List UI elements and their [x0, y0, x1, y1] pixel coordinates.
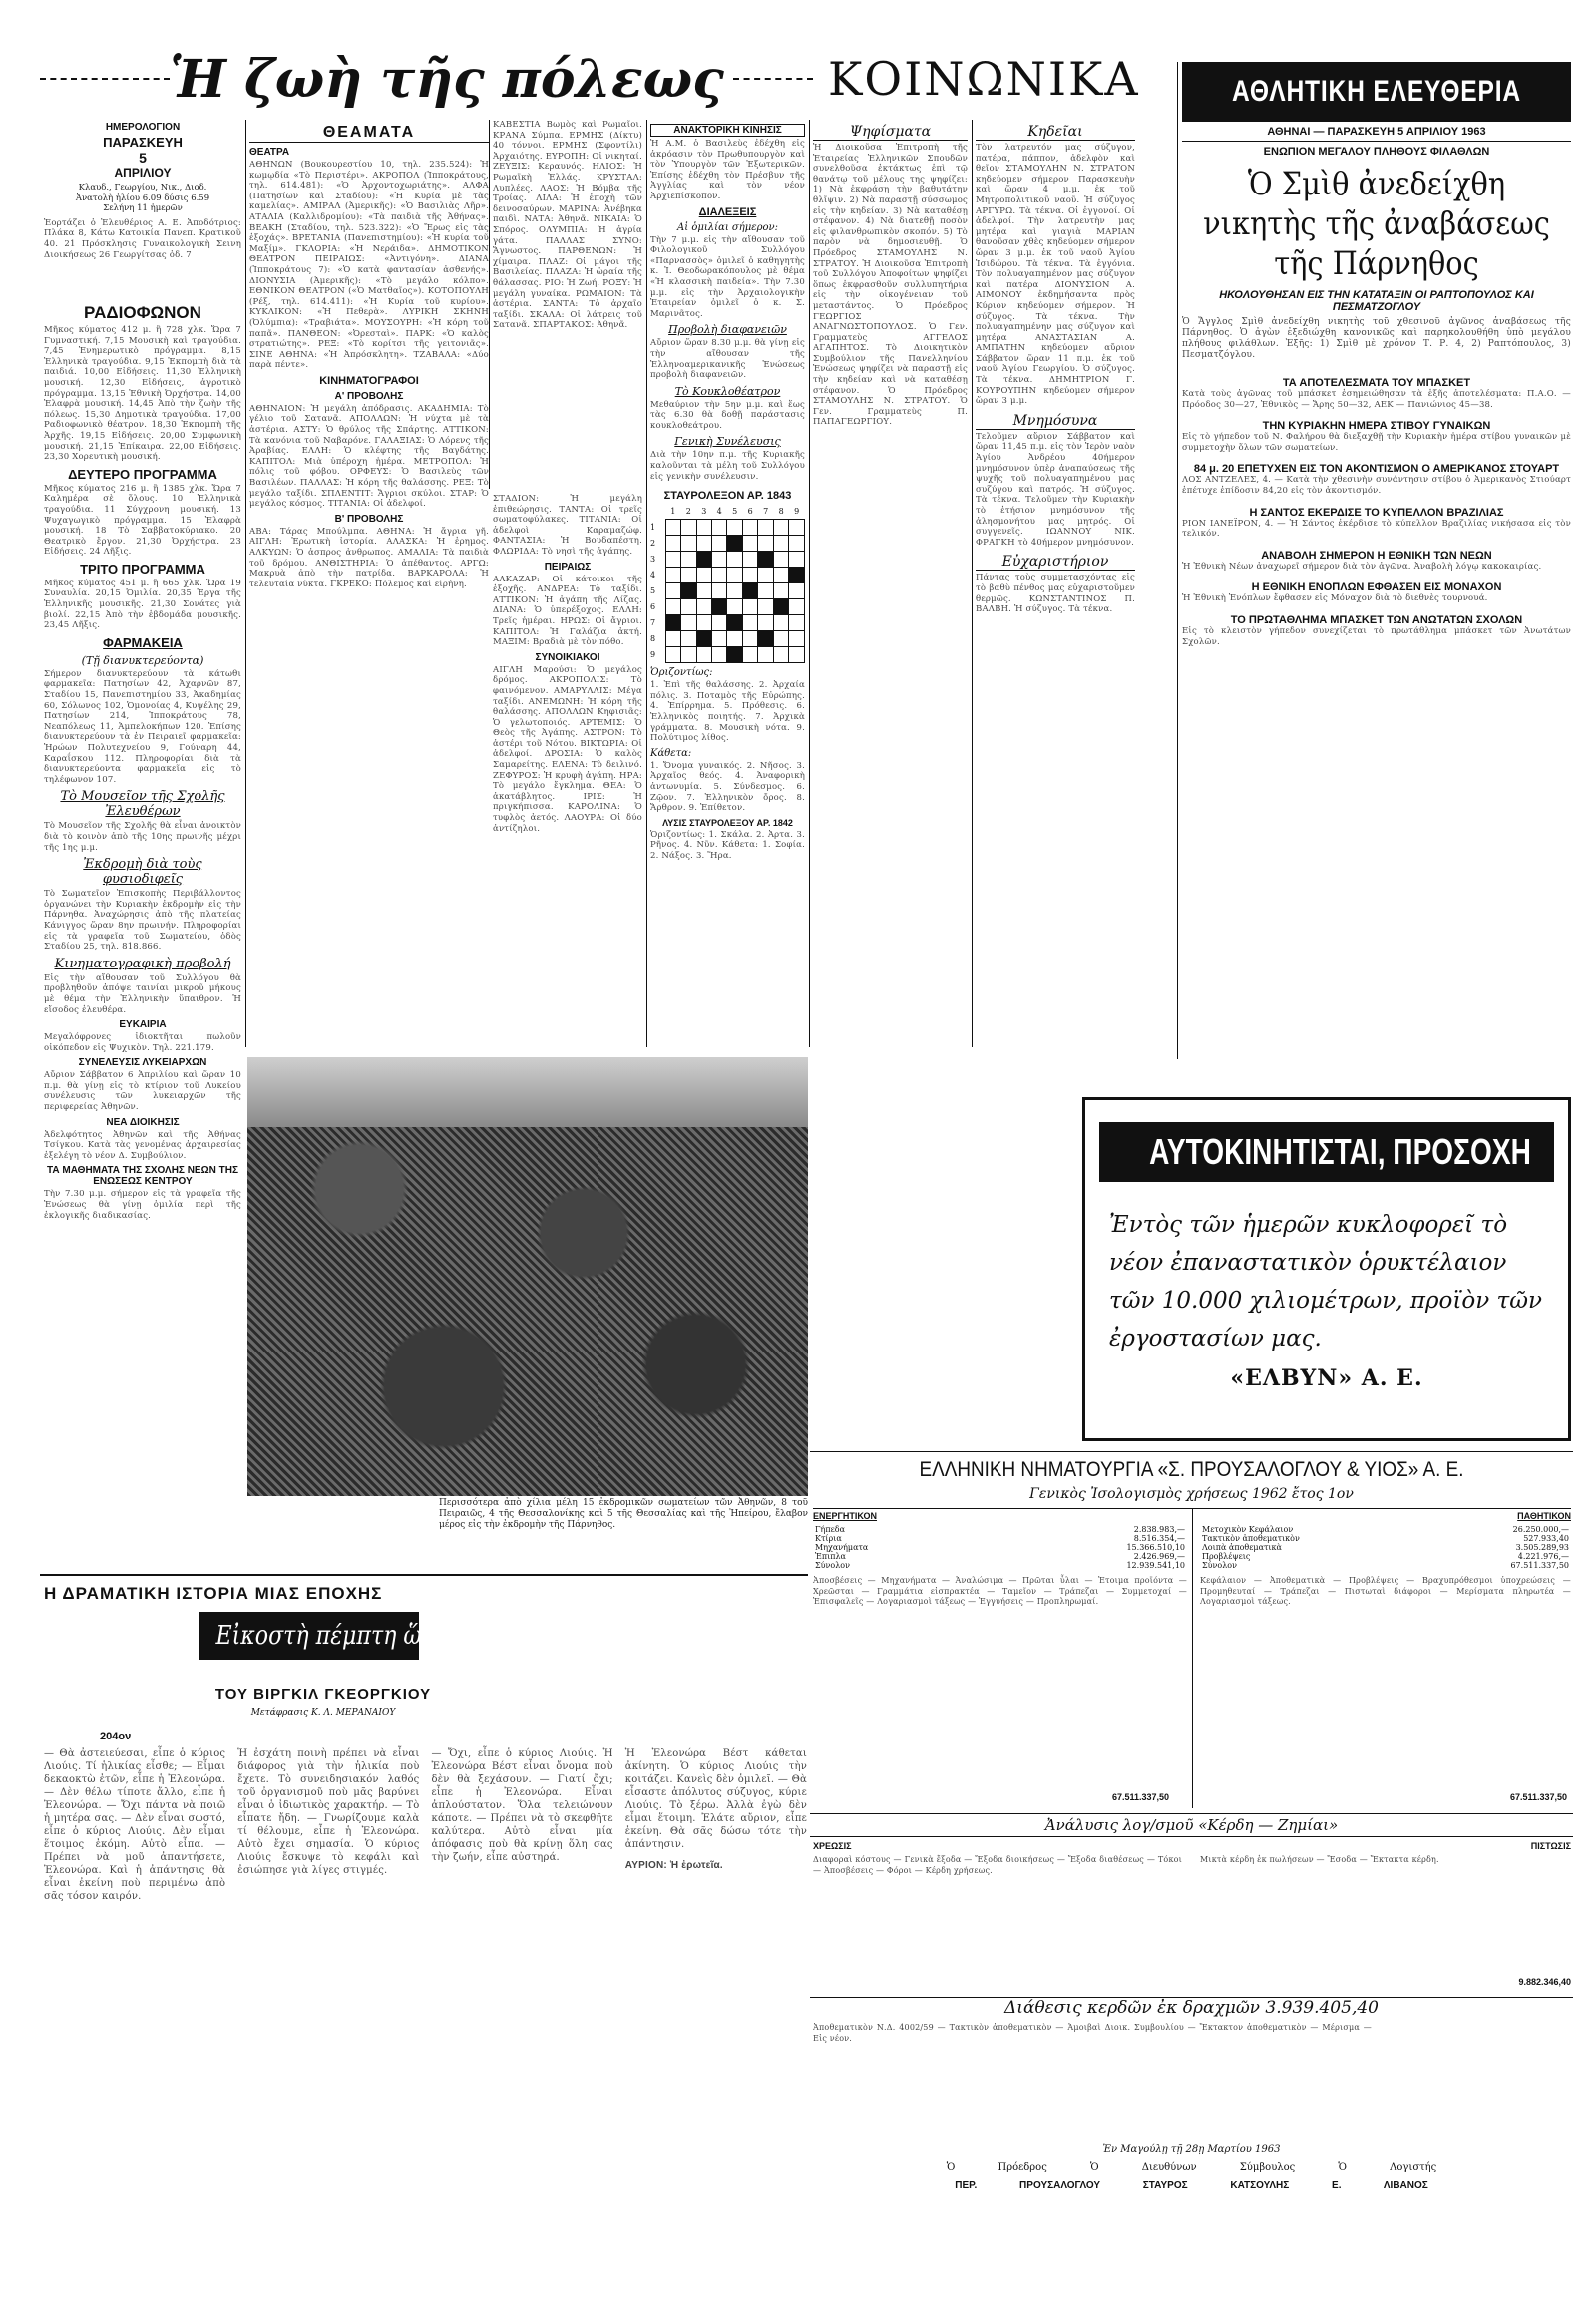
crossword-cell [742, 615, 757, 631]
crossword-cell [681, 536, 696, 552]
thanks-heading: Εὐχαριστήριον [976, 554, 1135, 571]
crossword-cell [758, 568, 773, 583]
third-program-heading: ΤΡΙΤΟ ΠΡΟΓΡΑΜΜΑ [80, 561, 205, 577]
lectures-today: Αἱ ὁμιλίαι σήμερον: [677, 221, 778, 233]
new-board-body: Ἀδελφότητος Ἀθηνῶν καὶ τῆς Ἀθήνας Τσίγκου. Κατὰ τὰς γενομένας ἀρχαιρεσίας ἐξελέγη τὸ νέον Δ. Συμβούλιον. [44, 1129, 241, 1161]
sports-story [1182, 146, 1571, 647]
crossword-cell [711, 615, 726, 631]
crossword-black-cell [665, 615, 680, 631]
third-program-body: Μῆκος κύματος 451 μ. ἢ 665 χλκ. Ὥρα 19 Συναυλία. 20,15 Ὁμιλία. 20,35 Ἐργα τῆς Ἑλληνικῆς μουσικῆς. 21,30 Σονάτες γιὰ βιολί. 22,15 Ἀπὸ τὴν ἑβδομάδα μουσικῆς. 23,45 Λῆξις. [44, 578, 241, 631]
asset-label: Γήπεδα [815, 1525, 845, 1534]
votes-heading: Ψηφίσματα [813, 124, 968, 141]
crossword-cell [773, 568, 788, 583]
excursion-heading: Ἐκδρομὴ διὰ τοὺς φυσιοδιφεῖς [83, 857, 202, 888]
crossword-cell [727, 552, 742, 568]
occasion-heading: ΕΥΚΑΙΡΙΑ [119, 1019, 167, 1031]
crossword-cell [758, 615, 773, 631]
column-divider [646, 120, 647, 1047]
pharmacies-sub: (Τῇ διανυκτερεύοντα) [81, 653, 204, 667]
calendar-box [44, 122, 241, 291]
lyceum-body: Αὔριον Σάββατον 6 Ἀπριλίου καὶ ὥραν 10 π.μ. θὰ γίνῃ εἰς τὸ κτίριον τοῦ Λυκείου συνέλευσις τῶν λυκειαρχῶν τῆς περιφερείας Ἀθηνῶν. [44, 1070, 241, 1113]
crossword-cell [696, 647, 711, 663]
asset-row [813, 1525, 1187, 1534]
lessons-body: Τὴν 7.30 μ.μ. σήμερον εἰς τὰ γραφεῖα τῆς Ἐνώσεως θὰ γίνῃ ὁμιλία περὶ τῆς ἐκλογικῆς διαδικασίας. [44, 1189, 241, 1221]
radio-heading: ΡΑΔΙΟΦΩΝΟΝ [84, 303, 201, 322]
second-program-body: Μῆκος κύματος 216 μ. ἢ 1385 χλκ. Ὥρα 7 Καλημέρα σὲ ὅλους. 10 Ἐλληνικὰ τραγούδια. 11 Σύγχρονη μουσική. 13 Ψυχαγωγικὸ πρόγραμμα. 15 Ἐλαφρὰ μουσική. 18 Τὸ Σαββατοκύριακο. 20 Θεατρικὸ ἔργον. 21,30 Ὀρχήστρα. 23 Εἰδήσεις. 24 Λῆξις. [44, 483, 241, 558]
santos-body: ΡΙΟΝ ΙΑΝΕΪΡΟΝ, 4. — Ἡ Σάντος ἐκέρδισε τὸ κύπελλον Βραζιλίας νικήσασα εἰς τὸν τελικόν. [1182, 518, 1571, 540]
crossword-cell [696, 520, 711, 536]
crossword-col-number: 5 [732, 507, 738, 517]
liabilities-detail: Κεφάλαιον — Ἀποθεματικὰ — Προβλέψεις — Βραχυπρόθεσμοι ὑποχρεώσεις — Προμηθευταί — Τράπεζαι — Πιστωταὶ διάφοροι — Μερίσματα πληρωτέα — Λογαριασμοὶ τάξεως. [1200, 1576, 1571, 1607]
liability-label: Τακτικὸν ἀποθεματικὸν [1202, 1534, 1300, 1543]
serial-title: Εἰκοστὴ πέμπτη ὥρα [215, 1621, 450, 1651]
assets-detail: Ἀποσβέσεις — Μηχανήματα — Ἀναλώσιμα — Πρῶται ὗλαι — Ἑτοιμα προϊόντα — Χρεῶσται — Γραμμάτια εἰσπρακτέα — Ταμεῖον — Τράπεζαι — Συμμετοχαί — Ἐπισφαλεῖς — Λογαριασμοὶ τάξεως — Ἐγγυήσεις — Προπληρωμαί. [813, 1576, 1187, 1607]
crossword-cell [758, 583, 773, 599]
asset-row [813, 1534, 1187, 1543]
crossword-cell [711, 583, 726, 599]
radio-body: Μῆκος κύματος 412 μ. ἢ 728 χλκ. Ὥρα 7 Γυμναστική. 7,15 Μουσικὴ καὶ τραγούδια. 7,45 Ἐνημερωτικὸ πρόγραμμα. 8,15 Ἐλληνικὰ τραγούδια. 9,15 Ἐκπομπὴ διὰ τὰ παιδιά. 10,00 Εἰδήσεις. 11,30 Ἐλληνικὴ μουσική. 12,30 Εἰδήσεις, ἀγροτικὸ πρόγραμμα. 13,15 Ἐθνικὴ Ὀρχήστρα. 14,00 Ἐλαφρὰ μουσική. 14,45 Ἀπὸ τὴν ζωὴν τῆς πόλεως. 15,30 Δημοτικὰ τραγούδια. 17,00 Ραδιοφωνικὸ θέατρον. 18,30 Ἐκπομπὴ τῆς Ἀρχῆς. 19,15 Εἰδήσεις. 20,00 Συμφωνικὴ μουσική. 21,15 Ἐπίκαιρα. 22,00 Εἰδήσεις. 23,30 Χορευτικὴ μουσική. [44, 325, 241, 463]
serial-episode: 204ον [100, 1731, 132, 1742]
theatre-listings: ΑΘΗΝΩΝ (Βουκουρεστίου 10, τηλ. 235.524): Ἡ κωμῳδία «Τὸ Περιστέρι». ΑΚΡΟΠΟΛ (Ἱπποκράτους, τηλ. 614.481): «Ὁ Ἀρχοντοχωριάτης». ΑΛΦΑ (Πατησίων καὶ Σταδίου): «Ἡ Κυρία μὲ τὰς καμελίας». ΑΜΙΡΑΛ (Ἀμερικῆς): «Ὁ Βασιλιὰς Λῆρ». ΑΤΑΛΙΑ (Καλλιδρομίου): «Τὰ παιδιὰ τῆς Ἀθήνας». ΒΕΑΚΗ (Σταδίου, τηλ. 523.322): «Ὁ Ἔρως εἰς τὰς ἐξοχάς». ΒΡΕΤΑΝΙΑ (Πανεπιστημίου): «Ἡ κυρία τοῦ Μαξίμ». ΓΚΛΟΡΙΑ: «Ἡ Νεράιδα». ΔΗΜΟΤΙΚΟΝ ΘΕΑΤΡΟΝ ΠΕΙΡΑΙΩΣ: «Ἀντιγόνη». ΔΙΑΝΑ (Ἱπποκράτους 7): «Ὁ κατὰ φαντασίαν ἀσθενής». ΔΙΟΝΥΣΙΑ (Ἀμερικῆς): «Τὸ μεγάλο κόλπο». ΕΘΝΙΚΟΝ ΘΕΑΤΡΟΝ («Ὁ Ματθαῖος»). ΚΟΤΟΠΟΥΛΗ (Ρέξ, τηλ. 614.411): «Ἡ Κυρία τοῦ κυρίου». ΚΥΚΛΙΚΟΝ: «Ἡ Πεθερὰ». ΛΥΡΙΚΗ ΣΚΗΝΗ (Ὀλύμπια): «Τραβιάτα». ΜΟΥΣΟΥΡΗ: «Ἡ κόρη τοῦ παπᾶ». ΠΑΝΘΕΟΝ: «Ὀρεσταὶ». ΠΑΡΚ: «Ὁ καλὸς στρατιώτης». ΡΕΞ: «Τὸ κορίτσι τῆς γειτονιᾶς». ΣΙΝΕ ΑΘΗΝΑ: «Ἡ Ἀπρόσκλητη». ΤΖΑΒΑΛΑ: «Δύο παρὰ πέντε». [249, 160, 489, 371]
crossword-row-number: 9 [650, 650, 656, 660]
ad-company: «ΕΛΒΥΝ» Α. Ε. [1230, 1365, 1423, 1391]
masthead-mid-rule [733, 78, 813, 80]
projection-header: Προβολὴ διαφανειῶν [668, 323, 787, 337]
crossword-cell [696, 599, 711, 615]
crossword-col-number: 7 [763, 507, 769, 517]
crossword-cell [758, 647, 773, 663]
crossword-black-cell [696, 552, 711, 568]
pnl-credit: ΠΙΣΤΩΣΙΣ [1530, 1841, 1571, 1851]
crossword-black-cell [727, 536, 742, 552]
piraeus-header: ΠΕΙΡΑΙΩΣ [544, 561, 592, 573]
balance-total-left: 67.511.337,50 [1112, 1792, 1170, 1802]
crossword-cell [711, 520, 726, 536]
crossword-col-number: 9 [794, 507, 800, 517]
crossword-cell [665, 583, 680, 599]
distribution-title: Διάθεσις κερδῶν ἐκ δραχμῶν 3.939.405,40 [810, 1997, 1573, 2018]
liability-row [1200, 1534, 1571, 1543]
crossword-row-number: 5 [650, 586, 656, 596]
assets-heading: ΕΝΕΡΓΗΤΙΚΟΝ [813, 1511, 878, 1521]
liability-label: Μετοχικὸν Κεφάλαιον [1202, 1525, 1294, 1534]
left-column [44, 299, 241, 1221]
liabilities-panel [1200, 1511, 1571, 1608]
record-heading: 84 μ. 20 ΕΠΕΤΥΧΕΝ ΕΙΣ ΤΟΝ ΑΚΟΝΤΙΣΜΟΝ Ο ΑΜΕΡΙΚΑΝΟΣ ΣΤΟΥΑΡΤ [1193, 463, 1560, 476]
higher-schools-body: Εἰς τὸ κλειστὸν γήπεδον συνεχίζεται τὸ πρωτάθλημα μπάσκετ τῶν Ἀνωτάτων Σχολῶν. [1182, 625, 1571, 647]
finance-date-line: Ἐν Μαγούλῃ τῇ 28ῃ Μαρτίου 1963 [1102, 2144, 1281, 2155]
events-listings-more: ΣΤΑΔΙΟΝ: Ἡ μεγάλη ἐπιθεώρησις. ΤΑΝΤΑ: Οἱ τρεῖς σωματοφύλακες. ΤΙΤΑΝΙΑ: Οἱ ἀδελφοὶ Καραμαζώφ. ΦΑΝΤΑΣΙΑ: Ἡ Βουδαπέστη. ΦΛΩΡΙΔΑ: Τὸ νησὶ τῆς ἀγάπης. [493, 494, 642, 557]
museum-body: Τὸ Μουσεῖον τῆς Σχολῆς θὰ εἶναι ἀνοικτὸν διὰ τὸ κοινὸν ἀπὸ τῆς 10ης πρωινῆς μέχρι τῆς 1ης μ.μ. [44, 821, 241, 853]
calendar-sun: Ἀνατολὴ ἡλίου 6.09 δύσις 6.59 [75, 193, 210, 203]
crossword-row-number: 8 [650, 634, 656, 644]
basket-fixtures-heading: ΤΑ ΑΠΟΤΕΛΕΣΜΑΤΑ ΤΟΥ ΜΠΑΣΚΕΤ [1282, 377, 1471, 389]
occasion-body: Μεγαλόφρονες ἰδιοκτῆται πωλοῦν οἰκόπεδον εἰς Ψυχικὸν. Τηλ. 221.179. [44, 1032, 241, 1053]
crossword-cell [773, 552, 788, 568]
crossword-grid [650, 504, 805, 663]
crossword-cell [711, 552, 726, 568]
asset-amount: 2.426.969,— [1133, 1552, 1185, 1561]
crossword-cell [727, 583, 742, 599]
liabilities-table [1200, 1525, 1571, 1570]
liabilities-heading: ΠΑΘΗΤΙΚΟΝ [1517, 1511, 1571, 1521]
sports-deck: ΗΚΟΛΟΥΘΗΣΑΝ ΕΙΣ ΤΗΝ ΚΑΤΑΤΑΞΙΝ ΟΙ ΡΑΠΤΟΠΟΥΛΟΣ ΚΑΙ ΠΕΣΜΑΤΖΟΓΛΟΥ [1219, 289, 1534, 313]
crossword-cell [696, 536, 711, 552]
lectures-header: ΔΙΑΛΕΞΕΙΣ [698, 205, 757, 218]
crossword-cell [665, 536, 680, 552]
first-run-listings: ΑΘΗΝΑΙΟΝ: Ἡ μεγάλη ἀπόδρασις. ΑΚΑΔΗΜΙΑ: Τὸ γέλιο τοῦ Σατανᾶ. ΑΠΟΛΛΩΝ: Ἡ νύχτα μὲ τὰ ἀστέρια. ΑΣΤΥ: Ὁ θρύλος τῆς Σπάρτης. ΑΤΤΙΚΟΝ: Τὰ κανόνια τοῦ Ναβαρόνε. ΓΑΛΑΞΙΑΣ: Ὁ Λόρενς τῆς Ἀραβίας. ΕΛΛΗ: Ὁ κλέφτης τῆς Βαγδάτης. ΚΑΠΙΤΟΛ: Μιὰ ὑπέροχη ἡμέρα. ΜΕΤΡΟΠΟΛ: Ἡ πόλις τοῦ φόβου. ΟΡΦΕΥΣ: Ὁ Βασιλεὺς τῶν Βασιλέων. ΠΑΛΛΑΣ: Ἡ κόρη τῆς θαλάσσης. ΡΕΞ: Τὸ μεγάλο ταξίδι. ΣΠΛΕΝΤΙΤ: Ἄγριοι σκύλοι. ΣΤΑΡ: Ὁ μεγάλος κόσμος. ΤΙΤΑΝΙΑ: Οἱ ἀδελφοί. [249, 403, 489, 510]
crossword-row-number: 3 [650, 555, 656, 565]
crossword-cell [789, 599, 805, 615]
women-day-heading: ΤΗΝ ΚΥΡΙΑΚΗΝ ΗΜΕΡΑ ΣΤΙΒΟΥ ΓΥΝΑΙΚΩΝ [1262, 420, 1491, 433]
pnl-credit-detail: Μικτὰ κέρδη ἐκ πωλήσεων — Ἔσοδα — Ἔκτακτα κέρδη. [1200, 1855, 1439, 1864]
crossword-cell [742, 520, 757, 536]
crossword-cell [789, 615, 805, 631]
liability-label: Λοιπὰ ἀποθεματικὰ [1202, 1543, 1282, 1552]
ad-headline-bar [1099, 1122, 1554, 1182]
calendar-moon: Σελήνη 11 ἡμερῶν [103, 203, 183, 214]
funerals-heading: Κηδεῖαι [976, 124, 1135, 141]
serial-author: ΤΟΥ ΒΙΡΓΚΙΛ ΓΚΕΟΡΓΚΙΟΥ [214, 1686, 432, 1703]
balance-total-right: 67.511.337,50 [1509, 1792, 1567, 1802]
column-divider [809, 120, 810, 1047]
calendar-note: Ἑορτάζει ὁ Ἐλευθέριος Α. Ε. Ἀποδότριος: Πλάκα 8, Κάτω Κατοικία Πανεπ. Κρατικοῦ 40. 21 Πρόσκλησις Γυναικολογικὴ Σεινη Διοικήσεως 26 Γεωργίτσας ὁδ. 7 [44, 217, 241, 260]
crossword-cell [789, 520, 805, 536]
crossword-solution-title: ΛΥΣΙΣ ΣΤΑΥΡΟΛΕΞΟΥ ΑΡ. 1842 [662, 817, 793, 828]
theatre-subheader: ΘΕΑΤΡΑ [249, 147, 290, 158]
serial-col-2: Ἡ ἐσχάτη ποινὴ πρέπει νὰ εἶναι διάφορος γιὰ τὴν ἡλικία ποὺ ἔχετε. Τὸ συνειδησιακόν λαθός τοῦ ὀργανισμοῦ ποὺ μᾶς βαρύνει εἶναι ὁ ἰδιωτικὸς χαρακτήρ. — Τὸ εἶπατε ἤδη. — Γνωρίζουμε καλὰ τί θέλουμε, εἶπε ἡ Ἐλεονώρα. Αὐτὸ ἔχει σημασία. Ὁ κύριος Λιούις ἔσκυψε τὸ κεφάλι καὶ ἐσιώπησε γιὰ λίγες στιγμές. [237, 1748, 420, 1876]
liability-label: Σύνολον [1202, 1561, 1237, 1570]
cinema-projection-body: Εἰς τὴν αἴθουσαν τοῦ Συλλόγου θὰ προβληθοῦν ἀπόψε ταινίαι μικροῦ μήκους μὲ θέμα τὴν Ἑλληνικὴν ὕπαιθρον. Ἡ εἴσοδος ἐλευθέρα. [44, 972, 241, 1015]
events-column-b [493, 494, 642, 834]
crossword-black-cell [727, 615, 742, 631]
asset-amount: 8.516.354,— [1133, 1534, 1185, 1543]
liability-amount: 26.250.000,— [1512, 1525, 1569, 1534]
puppet-body: Μεθαύριον τὴν 5ην μ.μ. καὶ ἕως τὰς 6.30 θὰ δοθῇ παράστασις κουκλοθεάτρου. [650, 399, 805, 431]
crossword-col-number: 4 [716, 507, 722, 517]
crossword-cell [789, 552, 805, 568]
asset-label: Ἐπιπλα [815, 1552, 846, 1561]
calendar-date: 5 [139, 150, 147, 166]
serial-col-3: — Ὄχι, εἶπε ὁ κύριος Λιούις. Ἡ Ἐλεονώρα Βέστ εἶναι ὄνομα ποὺ δὲν θὰ ξεχάσουν. — Γιατί ὄχι; εἶπε ἡ Ἐλεονώρα. Εἶναι ἀπλούστατον. Ὅλα τελειώνουν κάποτε. — Πρέπει νὰ τὸ σκεφθῆτε καλύτερα. Αὐτὸ εἶναι μία ἀπόφασις ποὺ θὰ κρίνῃ ὅλη σας τὴν ζωήν, εἶπε αὐστηρά. [431, 1748, 613, 1863]
second-run-listings: ΑΒΑ: Τάρας Μπούλμπα. ΑΘΗΝΑ: Ἡ ἄγρια γῆ. ΑΙΓΛΗ: Ἐρωτικὴ ἱστορία. ΑΛΑΣΚΑ: Ἡ ἐρημος. ΑΛΚΥΩΝ: Ὁ ἀσπρος ἀνθρωπος. ΑΜΑΛΙΑ: Τὰ παιδιὰ τοῦ δρόμου. ΑΝΘΙΣΤΗΡΙΑ: Ὁ ἀπέθαντος. ΑΡΓΩ: Μακρυὰ ἀπὸ τὴν πατρίδα. ΒΑΡΚΑΡΟΛΑ: Ἡ τελευταία νύκτα. ΓΚΡΕΚΟ: Πόλεμος καὶ εἰρήνη. [249, 526, 489, 589]
crossword-cell [789, 536, 805, 552]
crossword-black-cell [742, 583, 757, 599]
crossword-cell [773, 615, 788, 631]
masthead-left-rule [40, 78, 170, 80]
cinema-projection-heading: Κινηματογραφικὴ προβολή [54, 956, 231, 971]
postponed-heading: ΑΝΑΒΟΛΗ ΣΗΜΕΡΟΝ Η ΕΘΝΙΚΗ ΤΩΝ ΝΕΩΝ [1261, 549, 1492, 562]
crossword-cell [681, 568, 696, 583]
second-run-header: Β' ΠΡΟΒΟΛΗΣ [334, 513, 404, 525]
serial-next: ΑΥΡΙΟΝ: Ἡ ἐρωτεῖα. [624, 1860, 723, 1871]
assembly-body: Διὰ τὴν 10ην π.μ. τῆς Κυριακῆς καλοῦνται τὰ μέλη τοῦ Συλλόγου εἰς γενικὴν συνέλευσιν. [650, 450, 805, 482]
ad-body: Ἐντὸς τῶν ἡμερῶν κυκλοφορεῖ τὸ νέον ἐπαναστατικὸν ὁρυκτέλαιον τῶν 10.000 χιλιομέτρων, προϊὸν τῶν ἐργοστασίων μας. [1109, 1212, 1542, 1352]
crossword-cell [773, 631, 788, 647]
crossword-title: ΣΤΑΥΡΟΛΕΞΟΝ ΑΡ. 1843 [663, 490, 792, 503]
excursion-body: Τὸ Σωματεῖον Ἐπισκοπὴς Περιβάλλοντος ὀργανώνει τὴν Κυριακὴν ἐκδρομὴν εἰς τὴν Πάρνηθα. Ἀναχώρησις ἀπὸ τῆς πλατείας Κάνιγγος ὥραν 8ην πρωινήν. Πληροφορίαι εἰς τὰ γραφεῖα τοῦ Σωματείου, ὁδὸς Σταδίου 25, τηλ. 818.866. [44, 889, 241, 953]
crossword-black-cell [681, 583, 696, 599]
asset-row [813, 1543, 1187, 1552]
crossword-cell [681, 631, 696, 647]
balance-sheet [813, 1508, 1571, 1808]
finance-signatories: Ὁ Πρόεδρος Ὁ Διευθύνων Σύμβουλος Ὁ Λογιστής [946, 2162, 1437, 2173]
palace-body: Ἡ Α.Μ. ὁ Βασιλεὺς ἐδέχθη εἰς ἀκρόασιν τὸν Πρωθυπουργὸν καὶ τὸν Ὑπουργὸν τῶν Ἐξωτερικῶν. Ἐπίσης ἐδέχθη τὸν Πρέσβυν τῆς Ἀγγλίας καὶ τὸν νέον Ἀρχιεπίσκοπον. [650, 139, 805, 201]
ad-headline: ΑΥΤΟΚΙΝΗΤΙΣΤΑΙ, ΠΡΟΣΟΧΗ [1149, 1131, 1531, 1172]
crossword-vertical-clues: 1. Ὄνομα γυναικός. 2. Νῆσος. 3. Ἀρχαῖος θεός. 4. Ἀναφορικὴ ἀντωνυμία. 5. Σύνδεσμος. 6. Ζῷον. 7. Ἑλληνικὸν ὄρος. 8. Ἄρθρον. 9. Ἐπίθετον. [650, 760, 805, 814]
lessons-heading: ΤΑ ΜΑΘΗΜΑΤΑ ΤΗΣ ΣΧΟΛΗΣ ΝΕΩΝ ΤΗΣ ΕΝΩΣΕΩΣ ΚΕΝΤΡΟΥ [47, 1165, 238, 1188]
crossword-cell [727, 631, 742, 647]
crossword-col-number: 1 [670, 507, 676, 517]
sports-story-body: Ὁ Ἄγγλος Σμὶθ ἀνεδείχθη νικητὴς τοῦ χθεσινοῦ ἀγῶνος ἀναβάσεως τῆς Πάρνηθος. Ὁ ἀγὼν ἐξεδιώχθη κανονικῶς καὶ παρηκολουθήθη ὑπὸ μεγάλου πλήθους φιλάθλων. Ἐξῆς: 1) Σμὶθ μὲ χρόνον Τ. Ρ. 4, 2) Ραπτόπουλος, 3) Πεσματζόγλου. [1182, 317, 1571, 360]
crossword-cell [789, 631, 805, 647]
record-body: ΛΟΣ ΑΝΤΖΕΛΕΣ, 4. — Κατὰ τὴν χθεσινὴν συνάντησιν στίβου ὁ Ἀμερικανὸς Στιούαρτ ἐπέτυχε ἐπίδοσιν 84,20 εἰς τὸν ἀκοντισμόν. [1182, 475, 1571, 496]
crossword-black-cell [696, 631, 711, 647]
crossword-row-number: 6 [650, 602, 656, 612]
crossword-cell [681, 520, 696, 536]
finance-names: ΠΕΡ. ΠΡΟΥΣΑΛΟΓΛΟΥ ΣΤΑΥΡΟΣ ΚΑΤΣΟΥΛΗΣ Ε. ΛΙΒΑΝΟΣ [955, 2180, 1428, 2191]
crossword-cell [681, 615, 696, 631]
calendar-saints: Κλαυδ., Γεωργίου, Νικ., Διοδ. [78, 183, 207, 193]
crossword-black-cell [758, 552, 773, 568]
calendar-label: ΗΜΕΡΟΛΟΓΙΟΝ [105, 122, 181, 133]
crossword-cell [681, 599, 696, 615]
serial-col-4: Ἡ Ἐλεονώρα Βέστ κάθεται ἀκίνητη. Ὁ κύριος Λιούις τὴν κοιτάζει. Κανεὶς δὲν ὁμιλεῖ. — Θὰ εἶσαστε ἀπόλυτος σύζυγος, κύριε Λιούις. Τὸ ξέρω. Ἀλλὰ ἐγὼ δὲν εἶμαι ἕτοιμη. Ἐλάτε αὔριον, εἶπε ἐκείνη. Θὰ σᾶς δώσω τότε τὴν ἀπάντησιν. ΑΥΡΙΟΝ: Ἡ ἐρωτεῖα. [624, 1748, 807, 1871]
crossword-black-cell [727, 647, 742, 663]
crossword-col-number: 8 [778, 507, 784, 517]
higher-schools-heading: ΤΟ ΠΡΩΤΑΘΛΗΜΑ ΜΠΑΣΚΕΤ ΤΩΝ ΑΝΩΤΑΤΩΝ ΣΧΟΛΩΝ [1230, 613, 1523, 626]
asset-label: Σύνολον [815, 1561, 850, 1570]
crossword-row-number: 4 [650, 571, 656, 580]
crossword-cell [696, 568, 711, 583]
assets-panel [813, 1511, 1187, 1608]
crossword-horizontal-label: Ὁριζοντίως: [650, 667, 713, 679]
crossword-cell [773, 647, 788, 663]
liability-amount: 527.933,40 [1523, 1534, 1569, 1543]
liability-label: Προβλέψεις [1202, 1552, 1251, 1561]
asset-amount: 15.366.510,10 [1126, 1543, 1185, 1552]
serial-kicker: Η ΔΡΑΜΑΤΙΚΗ ΙΣΤΟΡΙΑ ΜΙΑΣ ΕΠΟΧΗΣ [44, 1584, 383, 1603]
crossword-vertical-label: Κάθετα: [650, 747, 692, 759]
crossword-col-number: 2 [685, 507, 691, 517]
finance-subtitle: Γενικὸς Ἰσολογισμὸς χρήσεως 1962 ἔτος 1ον [1029, 1486, 1354, 1502]
lyceum-heading: ΣΥΝΕΛΕΥΣΙΣ ΛΥΚΕΙΑΡΧΩΝ [78, 1057, 207, 1069]
sports-headline: Ὁ Σμὶθ ἀνεδείχθη νικητὴς τῆς ἀναβάσεως τῆς Πάρνηθος [1203, 165, 1550, 282]
crossword-cell [665, 599, 680, 615]
calendar-month: ΑΠΡΙΛΙΟΥ [114, 166, 172, 180]
crossword-cell [758, 520, 773, 536]
social-column-a [813, 120, 968, 428]
announcements-column [650, 120, 805, 862]
votes-body: Ἡ Διοικοῦσα Ἐπιτροπὴ τῆς Ἑταιρείας Ἑλληνικῶν Σπουδῶν συνελθοῦσα ἐκτάκτως ἐπὶ τῷ θανάτῳ τοῦ μέλους της ψηφίζει: 1) Νὰ ἐκφράσῃ τὴν βαθυτάτην θλῖψιν. 2) Νὰ παραστῇ σύσσωμος εἰς τὴν κηδείαν. 3) Νὰ καταθέσῃ στέφανον. 4) Νὰ διατεθῇ ποσὸν εἰς φιλανθρωπικὸν σκοπόν. 5) Τὸ παρὸν νὰ δημοσιευθῇ. Ὁ Πρόεδρος ΣΤΑΜΟΥΛΗΣ Ν. ΣΤΡΑΤΟΥ. Ἡ Διοικοῦσα Ἐπιτροπὴ τοῦ Συλλόγου Ἀποφοίτων ψηφίζει ὅπως ἐκφρασθοῦν συλλυπητήρια εἰς τὴν οἰκογένειαν τοῦ μεταστάντος. Ὁ Πρόεδρος ΓΕΩΡΓΙΟΣ ΑΝΑΓΝΩΣΤΟΠΟΥΛΟΣ. Ὁ Γεν. Γραμματεὺς ΑΓΓΕΛΟΣ ΑΓΑΠΗΤΟΣ. Τὸ Διοικητικὸν Συμβούλιον τῆς Πανελληνίου Ἑνώσεως ψηφίζει νὰ παραστῇ εἰς τὴν κηδείαν καὶ νὰ καταθέσῃ στέφανον. Ὁ Πρόεδρος ΣΤΑΜΟΥΛΗΣ Ν. ΣΤΡΑΤΟΥ. Ὁ Γεν. Γραμματεὺς Π. ΠΑΠΑΓΕΩΡΓΙΟΥ. [813, 143, 968, 428]
column-divider [972, 120, 973, 1047]
calendar-day: ΠΑΡΑΣΚΕΥΗ [103, 135, 183, 150]
crossword-solution: Ὁριζοντίως: 1. Σκάλα. 2. Ἀρτα. 3. Ρῆνος. 4. Νῦν. Κάθετα: 1. Σοφία. 2. Νάξος. 3. Ἥρα. [650, 829, 805, 861]
section-title-city-life: Ἡ ζωὴ τῆς πόλεως [170, 49, 724, 110]
crossword-cell [665, 647, 680, 663]
crossword-horizontal-clues: 1. Ἐπὶ τῆς θαλάσσης. 2. Ἀρχαία πόλις. 3. Ποταμὸς τῆς Εὐρώπης. 4. Ἐπίρρημα. 5. Πρόθεσις. 6. Ἑλληνικὸς ποιητής. 7. Ἀρχικὰ γράμματα. 8. Μουσικὴ νότα. 9. Πολύτιμος λίθος. [650, 680, 805, 744]
serial-col-1: — Θὰ ἀστειεύεσαι, εἶπε ὁ κύριος Λιούις. Τί ἡλικίας εἶσθε; — Εἶμαι δεκαοκτὼ ἐτῶν, εἶπε ἡ Ἐλεονώρα. — Δὲν θέλω τίποτε ἄλλο, εἶπε ἡ Ἐλεονώρα. — Ὄχι πάντα νὰ ποιῶ ἡ μητέρα σας. — Δὲν εἶναι σωστό, εἶπε ὁ κύριος Λιούις. Δὲν εἶμαι ἕτοιμος ἐκόμη. Αὐτὸ εἶπα. — Πρέπει νὰ μοῦ ἀπαντήσετε, Ἐλεονώρα. Καὶ ἡ ἀπάντησις θὰ εἶναι ἐκείνη ποὺ περιμένω ἀπὸ σᾶς τόσον καιρόν. [44, 1748, 226, 1902]
projection-body: Αὔριον ὥραν 8.30 μ.μ. θὰ γίνῃ εἰς τὴν αἴθουσαν τῆς Ἑλληνοαμερικανικῆς Ἑνώσεως προβολὴ διαφανειῶν. [650, 338, 805, 381]
crossword-cell [665, 631, 680, 647]
piraeus-listings: ΑΛΚΑΖΑΡ: Οἱ κάτοικοι τῆς ἐξοχῆς. ΑΝΔΡΕΑ: Τὸ ταξίδι. ΑΤΤΙΚΟΝ: Ἡ ἀγάπη τῆς Λίζας. ΔΙΑΝΑ: Ὁ ὑπερέξοχος. ΕΛΛΗ: Τρεῖς ἡμέραι. ΗΡΩΣ: Οἱ ἄγριοι. ΚΑΠΙΤΟΛ: Ἡ Γαλάζια ἀκτή. ΜΑΞΙΜ: Βραδιὰ μὲ τὸν πόθο. [493, 574, 642, 648]
balance-divider [1192, 1509, 1193, 1808]
assets-table [813, 1525, 1187, 1570]
excursion-photo [247, 1057, 808, 1496]
asset-label: Μηχανήματα [815, 1543, 869, 1552]
puppet-header: Τὸ Κουκλοθέατρον [674, 384, 781, 398]
crossword-cell [773, 583, 788, 599]
crossword-cell [727, 568, 742, 583]
events-listings: ΚΑΒΕΣΤΙΑ Βωμὸς καὶ Ρωμαῖοι. ΚΡΑΝΑ Σύμπα. ΕΡΜΗΣ (Δίκτυ) 40 τόννοι. ΕΡΜΗΣ (Σφοντίλι) Ἀρχαιότης. ΕΥΡΟΠΗ: Οἱ νικηταί. ΖΕΥΞΙΣ: Κεραυνός. ΗΛΙΟΣ: Ἡ Ρωμαϊκὴ Ἑλλάς. ΚΡΥΣΤΑΛ: Λυπλέες. ΛΑΟΣ: Ἡ Βόμβα τῆς Τροίας. ΛΙΛΑ: Ἡ ἐποχὴ τῶν δεινοσαύρων. ΜΑΡΙΝΑ: Ἀνέβηκα παιδὶ. ΝΑΤΑ: Ἀθηνᾶ. ΝΙΚΑΙΑ: Ὁ Σπόρος. ΟΛΥΜΠΙΑ: Ἡ ἀγρία γάτα. ΠΑΛΛΑΣ ΣΥΝΟ: Ἄγνωστος. ΠΑΡΘΕΝΩΝ: Ἡ χίμαιρα. ΠΛΑΖ: Οἱ μάγοι τῆς Βασιλείας. ΠΛΑΖΑ: Ἡ ὡραία τῆς θάλασσας. ΡΙΟ: Ἡ Ζωή. ΡΟΞΥ: Ἡ μεγάλη γυναίκα. ΡΩΜΑΙΟΝ: Τὰ ἀστέρια. ΣΑΝΤΑ: Τὸ ἀρχαῖο ταξίδι. ΣΚΑΛΑ: Οἱ λάτρεις τοῦ Σατανᾶ. ΣΠΑΡΤΑΚΟΣ: Ἀθηνᾶ. [493, 120, 642, 331]
liability-amount: 3.505.289,93 [1515, 1543, 1569, 1552]
theatre-column [249, 120, 489, 589]
asset-label: Κτίρια [815, 1534, 842, 1543]
crossword-cell [681, 552, 696, 568]
finance-company: ΕΛΛΗΝΙΚΗ ΝΗΜΑΤΟΥΡΓΙΑ «Σ. ΠΡΟΥΣΑΛΟΓΛΟΥ & ΥΙΟΣ» Α. Ε. [919, 1458, 1464, 1481]
crossword-cell [742, 599, 757, 615]
liability-row [1200, 1543, 1571, 1552]
section-rule [40, 1574, 808, 1576]
crossword-cell [742, 568, 757, 583]
crossword-cell [696, 615, 711, 631]
crossword-cell [665, 568, 680, 583]
crossword-cell [773, 536, 788, 552]
serial-translator: Μετάφρασις Κ. Λ. ΜΕΡΑΝΑΙΟΥ [250, 1708, 396, 1718]
lectures-body: Τὴν 7 μ.μ. εἰς τὴν αἴθουσαν τοῦ Φιλολογικοῦ Συλλόγου «Παρνασσὸς» ὁμιλεῖ ὁ καθηγητὴς κ. Ἰ. Θεοδωρακόπουλος μὲ θέμα «Ἡ κλασσικὴ παιδεία». Τὴν 7.30 μ.μ. εἰς τὴν Ἀρχαιολογικὴν Ἑταιρείαν ὁμιλεῖ ὁ κ. Σ. Μαρινᾶτος. [650, 234, 805, 319]
crossword-black-cell [789, 568, 805, 583]
pnl-total: 9.882.346,40 [1518, 1977, 1571, 1987]
crossword-cell [711, 536, 726, 552]
museum-heading: Τὸ Μουσεῖον τῆς Σχολῆς Ἐλευθέρων [60, 789, 225, 820]
crossword-col-number: 6 [747, 507, 753, 517]
crossword-cell [742, 552, 757, 568]
serial-title-bar [200, 1612, 450, 1660]
sports-dateline: ΑΘΗΝΑΙ — ΠΑΡΑΣΚΕΥΗ 5 ΑΠΡΙΛΙΟΥ 1963 [1182, 126, 1571, 142]
liability-row [1200, 1552, 1571, 1561]
crossword-cell [773, 520, 788, 536]
new-board-heading: ΝΕΑ ΔΙΟΙΚΗΣΙΣ [106, 1116, 180, 1128]
column-divider [1177, 62, 1178, 1059]
postponed-body: Ἡ Ἐθνικὴ Νέων ἀναχωρεῖ σήμερον διὰ τὸν ἀγῶνα. Ἀναβολὴ λόγῳ κακοκαιρίας. [1182, 561, 1542, 572]
column-divider [489, 120, 490, 489]
suburban-header: ΣΥΝΟΙΚΙΑΚΟΙ [535, 651, 600, 663]
crossword-cell [789, 583, 805, 599]
theatre-header: ΘΕΑΜΑΤΑ [249, 124, 489, 143]
funerals-body: Τὸν λατρευτόν μας σύζυγον, πατέρα, πάππον, ἀδελφὸν καὶ θεῖον ΣΤΑΜΟΥΛΗΝ Ν. ΣΤΡΑΤΟΝ κηδεύομεν σήμερον Παρασκευὴν καὶ ὥραν 4 μ.μ. ἐκ τοῦ Μητροπολιτικοῦ ναοῦ. Ἡ σύζυγος ΑΡΓΥΡΩ. Τὰ τέκνα. Οἱ ἐγγονοί. Οἱ ἀδελφοί. Τὴν λατρευτὴν μας μητέρα καὶ γιαγιὰ ΜΑΡΙΑΝ θανοῦσαν χθὲς κηδεύομεν σήμερον ὥραν 3 μ.μ. ἐκ τοῦ ναοῦ Ἁγίου Ἰσιδώρου. Τὰ τέκνα. Τὰ ἐγγόνια. Τὸν πολυαγαπημένον μας σύζυγον καὶ πατέρα ΔΙΟΝΥΣΙΟΝ Α. ΑΙΜΟΝΟΥ ἐκδημήσαντα πρὸς Κύριον κηδεύομεν σήμερον. Ἡ σύζυγος. Τὰ τέκνα. Τὴν πολυαγαπημένην μας σύζυγον καὶ μητέρα ΑΝΑΣΤΑΣΙΑΝ Α. ΑΜΠΑΤΗΝ κηδεύομεν αὔριον Σάββατον ὥραν 11 π.μ. ἐκ τοῦ ναοῦ Ἁγίου Γεωργίου. Ὁ σύζυγος. Τὰ τέκνα. ΔΗΜΗΤΡΙΟΝ Γ. ΚΟΥΡΟΥΠΗΝ κηδεύομεν σήμερον ὥραν 3 μ.μ. [976, 143, 1135, 407]
liability-row [1200, 1561, 1571, 1570]
liability-amount: 4.221.976,— [1517, 1552, 1569, 1561]
crossword-col-number: 3 [701, 507, 707, 517]
crossword-cell [742, 647, 757, 663]
santos-heading: Η ΣΑΝΤΟΣ ΕΚΕΡΔΙΣΕ ΤΟ ΚΥΠΕΛΛΟΝ ΒΡΑΖΙΛΙΑΣ [1249, 506, 1504, 519]
crossword-cell [711, 568, 726, 583]
crossword-cell [711, 647, 726, 663]
crossword-cell [681, 647, 696, 663]
photo-sky [247, 1057, 808, 1127]
crossword-cell [665, 552, 680, 568]
social-column-b [976, 120, 1135, 615]
crossword-black-cell [758, 631, 773, 647]
serial-body [44, 1747, 807, 2306]
liability-amount: 67.511.337,50 [1510, 1561, 1569, 1570]
sports-masthead [1182, 62, 1571, 122]
section-rule [810, 1451, 1573, 1452]
column-divider [245, 120, 246, 1047]
thanks-body: Πάντας τοὺς συμμετασχόντας εἰς τὸ βαθὺ πένθος μας εὐχαριστοῦμεν θερμῶς. ΚΩΝΣΤΑΝΤΙΝΟΣ Π. ΒΑΛΒΗ. Ἡ σύζυγος. Τὰ τέκνα. [976, 573, 1135, 615]
asset-amount: 12.939.541,10 [1126, 1561, 1185, 1570]
crossword-cell [742, 631, 757, 647]
crossword-cell [742, 536, 757, 552]
memorials-body: Τελοῦμεν αὔριον Σάββατον καὶ ὥραν 11,45 π.μ. εἰς τὸν Ἱερὸν ναὸν Ἁγίου Ἀνδρέου 40ήμερον μνημόσυνον ὑπὲρ ἀναπαύσεως τῆς ψυχῆς τοῦ πολυαγαπημένου μας συζύγου καὶ πατρός. Ἡ σύζυγος. Τὰ τέκνα. Τελοῦμεν τὴν Κυριακὴν τὸ ἐτήσιον μνημόσυνον τῆς ἀλησμονήτου μας μητρός. Οἱ συγγενεῖς. ΙΩΑΝΝΟΥ ΝΙΚ. ΦΡΑΓΚΗ τὸ 40ήμερον μνημόσυνον. [976, 431, 1135, 548]
pnl-debit-detail: Διαφοραὶ κόστους — Γενικὰ ἔξοδα — Ἔξοδα διοικήσεως — Ἔξοδα διαθέσεως — Τόκοι — Ἀποσβέσεις — Φόροι — Κέρδη χρήσεως. [813, 1855, 1182, 1875]
crossword-cell [665, 520, 680, 536]
section-title-social: ΚΟΙΝΩΝΙΚΑ [828, 52, 1140, 106]
pnl-section [813, 1841, 1571, 1991]
pnl-title: Ἀνάλυσις λογ/σμοῦ «Κέρδη — Ζημίαι» [810, 1813, 1573, 1837]
crossword-cell [789, 647, 805, 663]
asset-row [813, 1552, 1187, 1561]
liability-row [1200, 1525, 1571, 1534]
sports-story-pre: ΕΝΩΠΙΟΝ ΜΕΓΑΛΟΥ ΠΛΗΘΟΥΣ ΦΙΛΑΘΛΩΝ [1263, 146, 1490, 158]
crossword-cell [727, 599, 742, 615]
crossword-cell [727, 520, 742, 536]
photo-caption: Περισσότερα ἀπὸ χίλια μέλη 15 ἐκδρομικῶν σωματείων τῶν Ἀθηνῶν, 8 τοῦ Πειραιῶς, 4 τῆς Θεσσαλονίκης καὶ 5 τῆς Θεσσαλίας καὶ τῆς Ἠπείρου, ἔλαβον μέρος εἰς τὴν ἐκδρομὴν τῆς Πάρνηθος. [439, 1498, 808, 1530]
crossword-cell [758, 536, 773, 552]
pharmacies-heading: ΦΑΡΜΑΚΕΙΑ [103, 634, 183, 650]
pharmacies-body: Σήμερον διανυκτερεύουν τὰ κάτωθι φαρμακεῖα: Πατησίων 42, Ἀχαρνῶν 87, Σταδίου 15, Πανεπιστημίου 33, Ἀκαδημίας 60, Σόλωνος 102, Ὁμονοίας 4, Κυψέλης 29, Πατησίων 214, Ἱπποκράτους 78, Νεαπόλεως 11, Ἀμπελοκήπων 120. Ἐπίσης διανυκτερεύουν τὰ ἐν Πειραιεῖ φαρμακεῖα: Ἠρώων Πολυτεχνείου 9, Γούναρη 44, Καραΐσκου 112. Πληροφορίαι διὰ τὰ διανυκτερεύοντα φαρμακεῖα εἰς τὸ τηλέφωνον 107. [44, 668, 241, 785]
asset-row [813, 1561, 1187, 1570]
sports-title: ΑΘΛΗΤΙΚΗ ΕΛΕΥΘΕΡΙΑ [1232, 75, 1521, 108]
memorials-heading: Μνημόσυνα [976, 413, 1135, 430]
motorists-ad [1082, 1097, 1571, 1441]
assembly-header: Γενικὴ Συνέλευσις [674, 435, 781, 449]
crossword-row-number: 7 [650, 618, 656, 628]
events-column-a [493, 120, 642, 331]
suburban-listings: ΑΙΓΛΗ Μαρούσι: Ὁ μεγάλος δρόμος. ΑΚΡΟΠΟΛΙΣ: Τὸ φαινόμενον. ΑΜΑΡΥΛΛΙΣ: Μέγα ταξίδι. ΑΝΕΜΩΝΗ: Ἡ κόρη τῆς θαλάσσης. ΑΠΟΛΛΩΝ Κηφισιᾶς: Ὁ γελωτοποιός. ΑΡΤΕΜΙΣ: Ὁ Θεὸς τῆς Ἀγάπης. ΑΣΤΡΟΝ: Τὸ ἀστέρι τοῦ Νότου. ΒΙΚΤΩΡΙΑ: Οἱ ἀδελφοί. ΔΡΟΣΙΑ: Ὁ καλὸς Σαμαρείτης. ΕΛΕΝΑ: Τὸ δειλινό. ΖΕΦΥΡΟΣ: Ἡ κρυφὴ ἀγάπη. ΗΡΑ: Τὸ μεγάλο ἔγκλημα. ΘΕΑ: Ὁ ἀκατάβλητος. ΙΡΙΣ: Ἡ πριγκήπισσα. ΚΑΡΟΛΙΝΑ: Ὁ τυφλὸς ἀετός. ΛΑΟΥΡΑ: Οἱ δύο ἀντίζηλοι. [493, 664, 642, 834]
crossword-cell [758, 599, 773, 615]
monks-heading: Η ΕΘΝΙΚΗ ΕΝΟΠΛΩΝ ΕΦΘΑΣΕΝ ΕΙΣ ΜΟΝΑΧΟΝ [1251, 581, 1502, 594]
crossword-row-number: 1 [650, 523, 656, 533]
crossword-cell [696, 583, 711, 599]
second-program-heading: ΔΕΥΤΕΡΟ ΠΡΟΓΡΑΜΜΑ [68, 466, 217, 482]
palace-header: ΑΝΑΚΤΟΡΙΚΗ ΚΙΝΗΣΙΣ [650, 124, 805, 137]
crossword-cell [711, 631, 726, 647]
crossword-black-cell [711, 599, 726, 615]
crossword-black-cell [773, 599, 788, 615]
basket-fixtures-body: Κατὰ τοὺς ἀγῶνας τοῦ μπάσκετ ἐσημειώθησαν τὰ ἑξῆς ἀποτελέσματα: Π.Α.Ο. — Πρόοδος 30—27, Ἐθνικὸς — Ἄρης 50—32, ΑΕΚ — Πανιώνιος 45—38. [1182, 389, 1571, 410]
first-run-header: Α' ΠΡΟΒΟΛΗΣ [334, 390, 404, 402]
monks-body: Ἡ Ἐθνικὴ Ἐνόπλων ἔφθασεν εἰς Μόναχον διὰ τὸ διεθνὲς τουρνουά. [1182, 593, 1488, 604]
crossword-row-number: 2 [650, 539, 656, 549]
asset-amount: 2.838.983,— [1133, 1525, 1185, 1534]
women-day-body: Εἰς τὸ γήπεδον τοῦ Ν. Φαλήρου θὰ διεξαχθῇ τὴν Κυριακὴν ἡμέρα στίβου γυναικῶν μὲ συμμετοχὴν ὅλων τῶν σωματείων. [1182, 432, 1571, 453]
cinemas-header: ΚΙΝΗΜΑΤΟΓΡΑΦΟΙ [319, 374, 419, 387]
pnl-debit: ΧΡΕΩΣΙΣ [813, 1841, 852, 1851]
distribution-detail: Ἀποθεματικὸν Ν.Δ. 4002/59 — Τακτικὸν ἀποθεματικὸν — Ἀμοιβαὶ Διοικ. Συμβουλίου — Ἔκτακτον ἀποθεματικὸν — Μέρισμα — Εἰς νέον. [813, 2023, 1372, 2043]
